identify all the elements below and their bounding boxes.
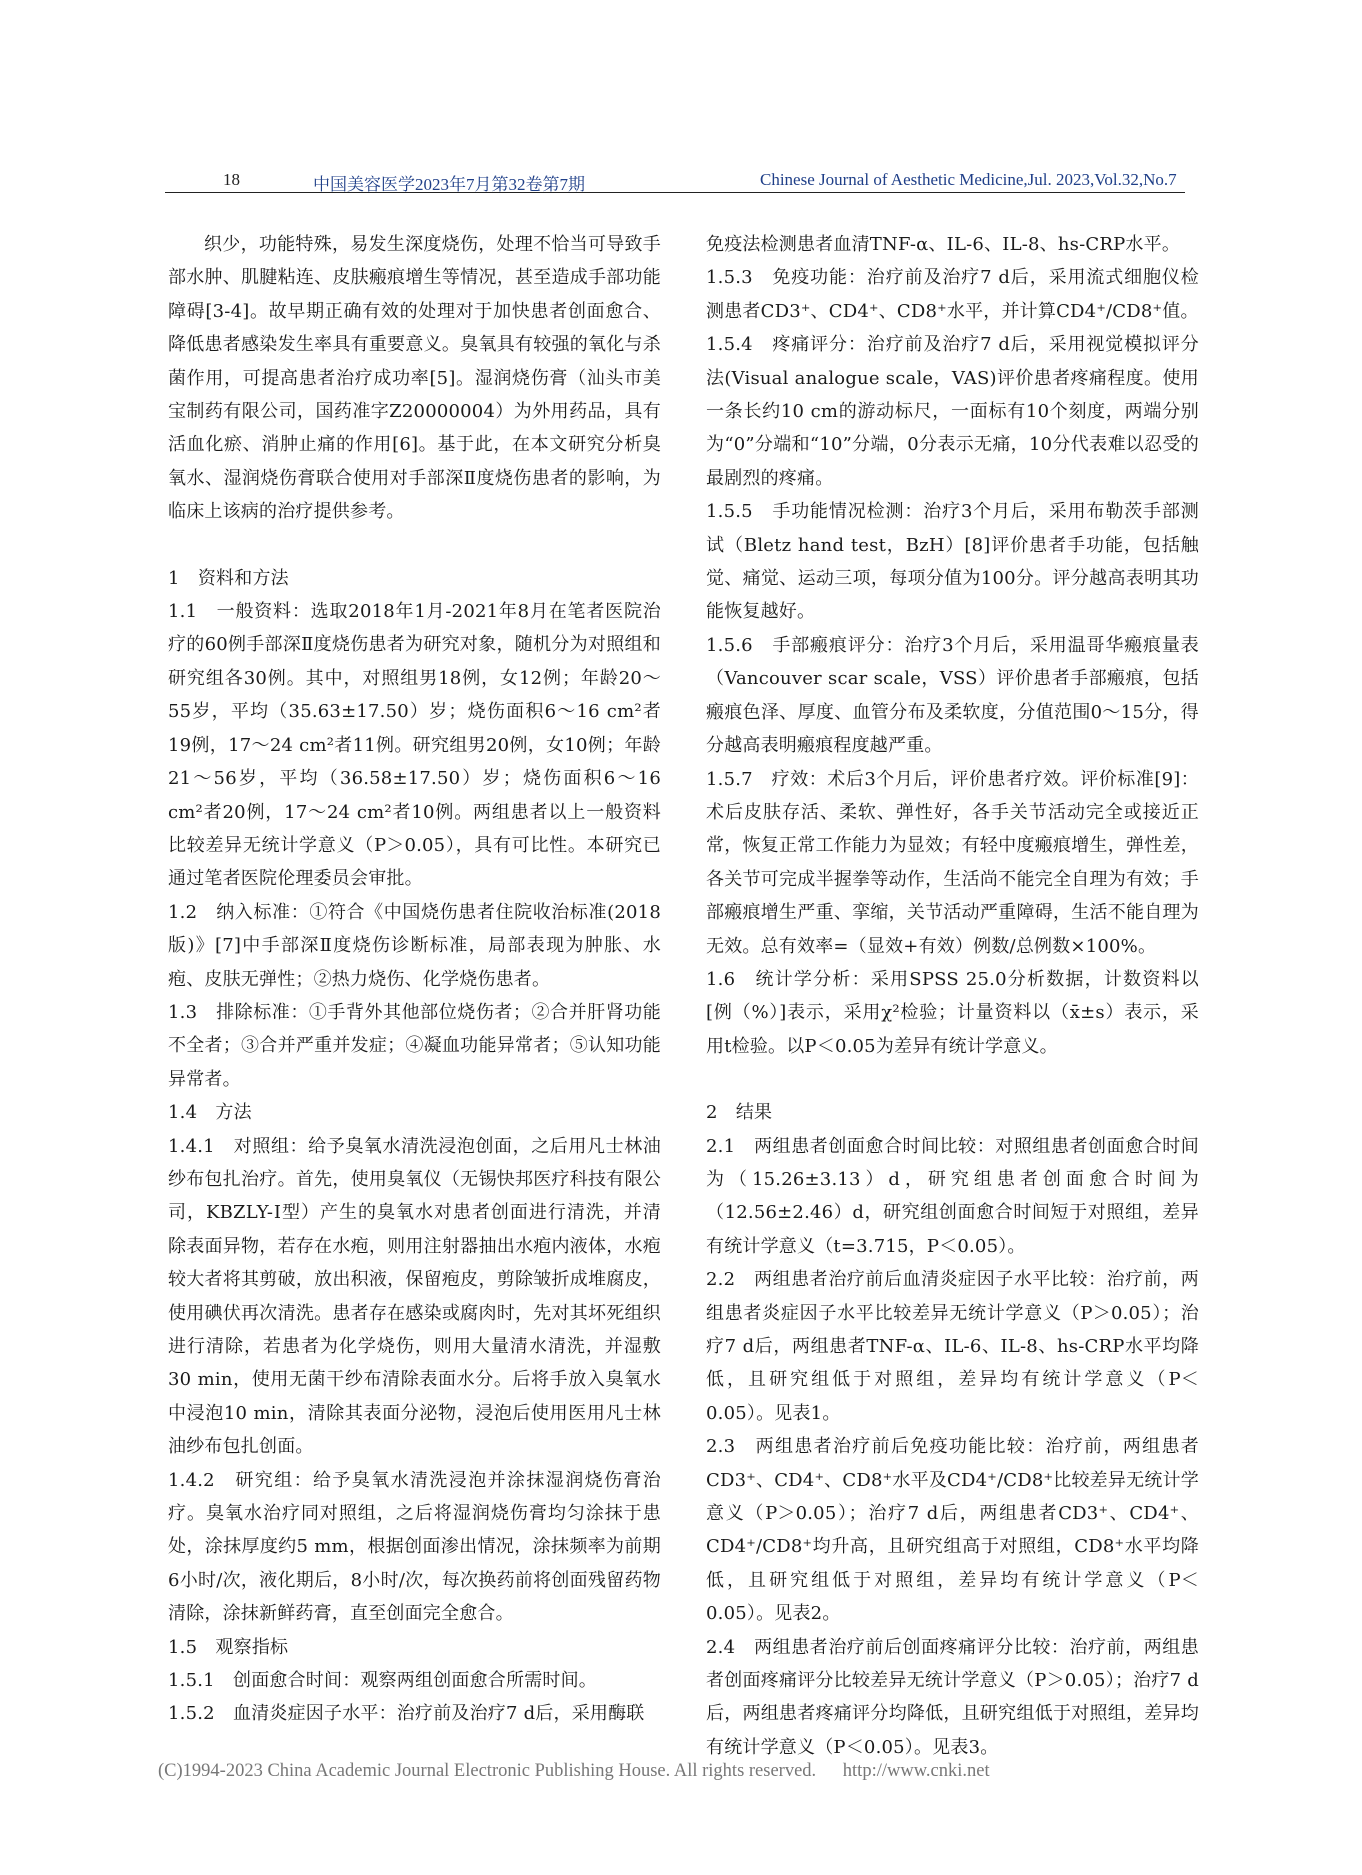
paragraph-1-2: 1.2 纳入标准：①符合《中国烧伤患者住院收治标准(2018版)》[7]中手部深Ⅱ度烧伤诊断标准，局部表现为肿胀、水疱、皮肤无弹性；②热力烧伤、化学烧伤患者。 [168, 901, 661, 990]
copyright-text: (C)1994-2023 China Academic Journal Electronic Publishing House. All rights reserved. [158, 1761, 817, 1781]
paragraph-1-5-6: 1.5.6 手部瘢痕评分：治疗3个月后，采用温哥华瘢痕量表（Vancouver scar scale，VSS）评价患者手部瘢痕，包括瘢痕色泽、厚度、血管分布及柔软度，分值范围0～15分，得分越高表明瘢痕程度越严重。 [706, 634, 1199, 757]
paragraph-2-2: 2.2 两组患者治疗前后血清炎症因子水平比较：治疗前，两组患者炎症因子水平比较差异无统计学意义（P＞0.05）；治疗7 d后，两组患者TNF-α、IL-6、IL-8、hs-CRP水平均降低，且研究组低于对照组，差异均有统计学意义（P＜0.05）。见表1。 [706, 1269, 1199, 1424]
copyright-footer [158, 1761, 1208, 1782]
section-heading-methods: 1 资料和方法 [168, 567, 289, 589]
paragraph-2-1: 2.1 两组患者创面愈合时间比较：对照组患者创面愈合时间为（15.26±3.13）d，研究组患者创面愈合时间为（12.56±2.46）d，研究组创面愈合时间短于对照组，差异有统计学意义（t=3.715，P＜0.05）。 [706, 1135, 1199, 1257]
paragraph-1-5-4: 1.5.4 疼痛评分：治疗前及治疗7 d后，采用视觉模拟评分法(Visual analogue scale，VAS)评价患者疼痛程度。使用一条长约10 cm的游动标尺，一面标有10个刻度，两端分别为“0”分端和“10”分端，0分表示无痛，10分代表难以忍受的最剧烈的疼痛。 [706, 334, 1199, 489]
paragraph-1-5-2-cont: 免疫法检测患者血清TNF-α、IL-6、IL-8、hs-CRP水平。 [706, 234, 1181, 255]
subheading-1-5: 1.5 观察指标 [168, 1636, 289, 1658]
paragraph-1-5-2: 1.5.2 血清炎症因子水平：治疗前及治疗7 d后，采用酶联 [168, 1703, 645, 1725]
subheading-1-4: 1.4 方法 [168, 1102, 252, 1124]
section-heading-results: 2 结果 [706, 1102, 773, 1124]
paragraph-2-3: 2.3 两组患者治疗前后免疫功能比较：治疗前，两组患者CD3⁺、CD4⁺、CD8⁺水平及CD4⁺/CD8⁺比较差异无统计学意义（P＞0.05）；治疗7 d后，两组患者CD3⁺、CD4⁺、CD4⁺/CD8⁺均升高，且研究组高于对照组，CD8⁺水平均降低，且研究组低于对照组，差异均有统计学意义（P＜0.05）。见表2。 [706, 1436, 1199, 1625]
cnki-url[interactable]: http://www.cnki.net [842, 1761, 990, 1781]
paragraph-1-4-1: 1.4.1 对照组：给予臭氧水清洗浸泡创面，之后用凡士林油纱布包扎治疗。首先，使用臭氧仪（无锡快邦医疗科技有限公司，KBZLY-Ⅰ型）产生的臭氧水对患者创面进行清洗，并清除表面异物，若存在水疱，则用注射器抽出水疱内液体，水疱较大者将其剪破，放出积液，保留疱皮，剪除皱折成堆腐皮，使用碘伏再次清洗。患者存在感染或腐肉时，先对其坏死组织进行清除，若患者为化学烧伤，则用大量清水清洗，并湿敷30 min，使用无菌干纱布清除表面水分。后将手放入臭氧水中浸泡10 min，清除其表面分泌物，浸泡后使用医用凡士林油纱布包扎创面。 [168, 1135, 661, 1458]
intro-paragraph: 织少，功能特殊，易发生深度烧伤，处理不恰当可导致手部水肿、肌腱粘连、皮肤瘢痕增生等情况，甚至造成手部功能障碍[3-4]。故早期正确有效的处理对于加快患者创面愈合、降低患者感染发生率具有重要意义。臭氧具有较强的氧化与杀菌作用，可提高患者治疗成功率[5]。湿润烧伤膏（汕头市美宝制药有限公司，国药准字Z20000004）为外用药品，具有活血化瘀、消肿止痛的作用[6]。基于此，在本文研究分析臭氧水、湿润烧伤膏联合使用对手部深Ⅱ度烧伤患者的影响，为临床上该病的治疗提供参考。 [168, 234, 661, 523]
paragraph-1-5-3: 1.5.3 免疫功能：治疗前及治疗7 d后，采用流式细胞仪检测患者CD3⁺、CD4⁺、CD8⁺水平，并计算CD4⁺/CD8⁺值。 [706, 267, 1199, 322]
right-column [706, 228, 1199, 1764]
paragraph-1-5-1: 1.5.1 创面愈合时间：观察两组创面愈合所需时间。 [168, 1670, 597, 1692]
running-header [165, 168, 1185, 194]
paragraph-1-4-2: 1.4.2 研究组：给予臭氧水清洗浸泡并涂抹湿润烧伤膏治疗。臭氧水治疗同对照组，之后将湿润烧伤膏均匀涂抹于患处，涂抹厚度约5 mm，根据创面渗出情况，涂抹频率为前期6小时/次，液化期后，8小时/次，每次换药前将创面残留药物清除，涂抹新鲜药膏，直至创面完全愈合。 [168, 1469, 661, 1625]
header-rule [165, 192, 1185, 193]
paragraph-1-1: 1.1 一般资料：选取2018年1月-2021年8月在笔者医院治疗的60例手部深Ⅱ度烧伤患者为研究对象，随机分为对照组和研究组各30例。其中，对照组男18例，女12例；年龄20～55岁，平均（35.63±17.50）岁；烧伤面积6～16 cm²者19例，17～24 cm²者11例。研究组男20例，女10例；年龄21～56岁，平均（36.58±17.50）岁；烧伤面积6～16 cm²者20例，17～24 cm²者10例。两组患者以上一般资料比较差异无统计学意义（P＞0.05），具有可比性。本研究已通过笔者医院伦理委员会审批。 [168, 601, 661, 890]
paragraph-1-6: 1.6 统计学分析：采用SPSS 25.0分析数据，计数资料以[例（%）]表示，采用χ²检验；计量资料以（x̄±s）表示，采用t检验。以P＜0.05为差异有统计学意义。 [706, 968, 1199, 1057]
journal-title-cn: 中国美容医学2023年7月第32卷第7期 [313, 175, 585, 194]
page-number: 18 [223, 170, 240, 189]
paragraph-2-4: 2.4 两组患者治疗前后创面疼痛评分比较：治疗前，两组患者创面疼痛评分比较差异无统计学意义（P＞0.05）；治疗7 d后，两组患者疼痛评分均降低，且研究组低于对照组，差异均有统计学意义（P＜0.05）。见表3。 [706, 1636, 1199, 1758]
paragraph-1-5-5: 1.5.5 手功能情况检测：治疗3个月后，采用布勒茨手部测试（Bletz hand test，BzH）[8]评价患者手功能，包括触觉、痛觉、运动三项，每项分值为100分。评分越高表明其功能恢复越好。 [706, 501, 1199, 623]
left-column [168, 228, 661, 1731]
paragraph-1-5-7: 1.5.7 疗效：术后3个月后，评价患者疗效。评价标准[9]：术后皮肤存活、柔软、弹性好，各手关节活动完全或接近正常，恢复正常工作能力为显效；有轻中度瘢痕增生，弹性差，各关节可完成半握拳等动作，生活尚不能完全自理为有效；手部瘢痕增生严重、挛缩，关节活动严重障碍，生活不能自理为无效。总有效率=（显效+有效）例数/总例数×100%。 [706, 768, 1199, 957]
paragraph-1-3: 1.3 排除标准：①手背外其他部位烧伤者；②合并肝肾功能不全者；③合并严重并发症；④凝血功能异常者；⑤认知功能异常者。 [168, 1001, 661, 1090]
journal-title-en: Chinese Journal of Aesthetic Medicine,Jul. 2023,Vol.32,No.7 [760, 170, 1177, 189]
